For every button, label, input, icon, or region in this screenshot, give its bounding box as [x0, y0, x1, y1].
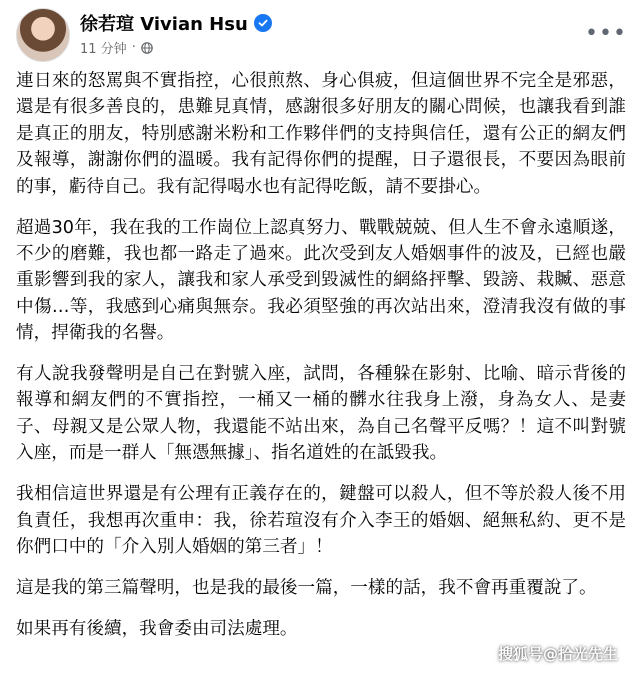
- post-paragraph-3: 有人說我發聲明是自己在對號入座，試問，各種躲在影射、比喻、暗示背後的報導和網友們的不實指控，一桶又一桶的髒水往我身上潑，身為女人、是妻子、母親又是公眾人物，我還能不站出來，為自己名聲平反嗎？！這不叫對號入座，而是一群人「無憑無據」、指名道姓的在詆毀我。: [16, 364, 626, 464]
- avatar[interactable]: [16, 8, 70, 62]
- post-header: [16, 6, 627, 64]
- post-meta: [80, 38, 153, 57]
- more-options-button[interactable]: [585, 16, 627, 52]
- post-body: [16, 68, 626, 657]
- post-timestamp[interactable]: 11 分钟: [80, 42, 127, 57]
- post-paragraph-5: 這是我的第三篇聲明，也是我的最後一篇，一樣的話，我不會再重覆說了。: [16, 577, 597, 598]
- more-dots-icon: •••: [585, 21, 627, 46]
- meta-separator: ·: [131, 40, 136, 55]
- post-paragraph-6: 如果再有後續，我會委由司法處理。: [16, 618, 298, 639]
- globe-icon: [141, 42, 153, 54]
- post-paragraph-1: 連日來的怒罵與不實指控，心很煎熬、身心俱疲，但這個世界不完全是邪惡，還是有很多善良的，患難見真情，感謝很多好朋友的關心問候，也讓我看到誰是真正的朋友，特別感謝米粉和工作夥伴們的支持與信任，還有公正的網友們及報導，謝謝你們的溫暖。我有記得你們的提醒，日子還很長，不要因為眼前的事，虧待自己。我有記得喝水也有記得吃飯，請不要掛心。: [16, 71, 626, 197]
- post-paragraph-2: 超過30年，我在我的工作崗位上認真努力、戰戰兢兢、但人生不會永遠順遂，不少的磨難，我也都一路走了過來。此次受到友人婚姻事件的波及，已經也嚴重影響到我的家人，讓我和家人承受到毀滅性的網絡抨擊、毀謗、栽贓、惡意中傷…等，我感到心痛與無奈。我必須堅強的再次站出來，澄清我沒有做的事情，捍衛我的名譽。: [16, 217, 626, 344]
- verified-badge-icon: [254, 14, 272, 32]
- post-paragraph-4: 我相信這世界還是有公理有正義存在的，鍵盤可以殺人，但不等於殺人後不用負責任，我想再次重申：我，徐若瑄沒有介入李王的婚姻、絕無私約、更不是你們口中的「介入別人婚姻的第三者」！: [16, 484, 626, 557]
- author-row: [80, 10, 272, 36]
- author-name[interactable]: 徐若瑄 Vivian Hsu: [80, 14, 248, 35]
- watermark: 搜狐号@拾光先生: [497, 645, 618, 663]
